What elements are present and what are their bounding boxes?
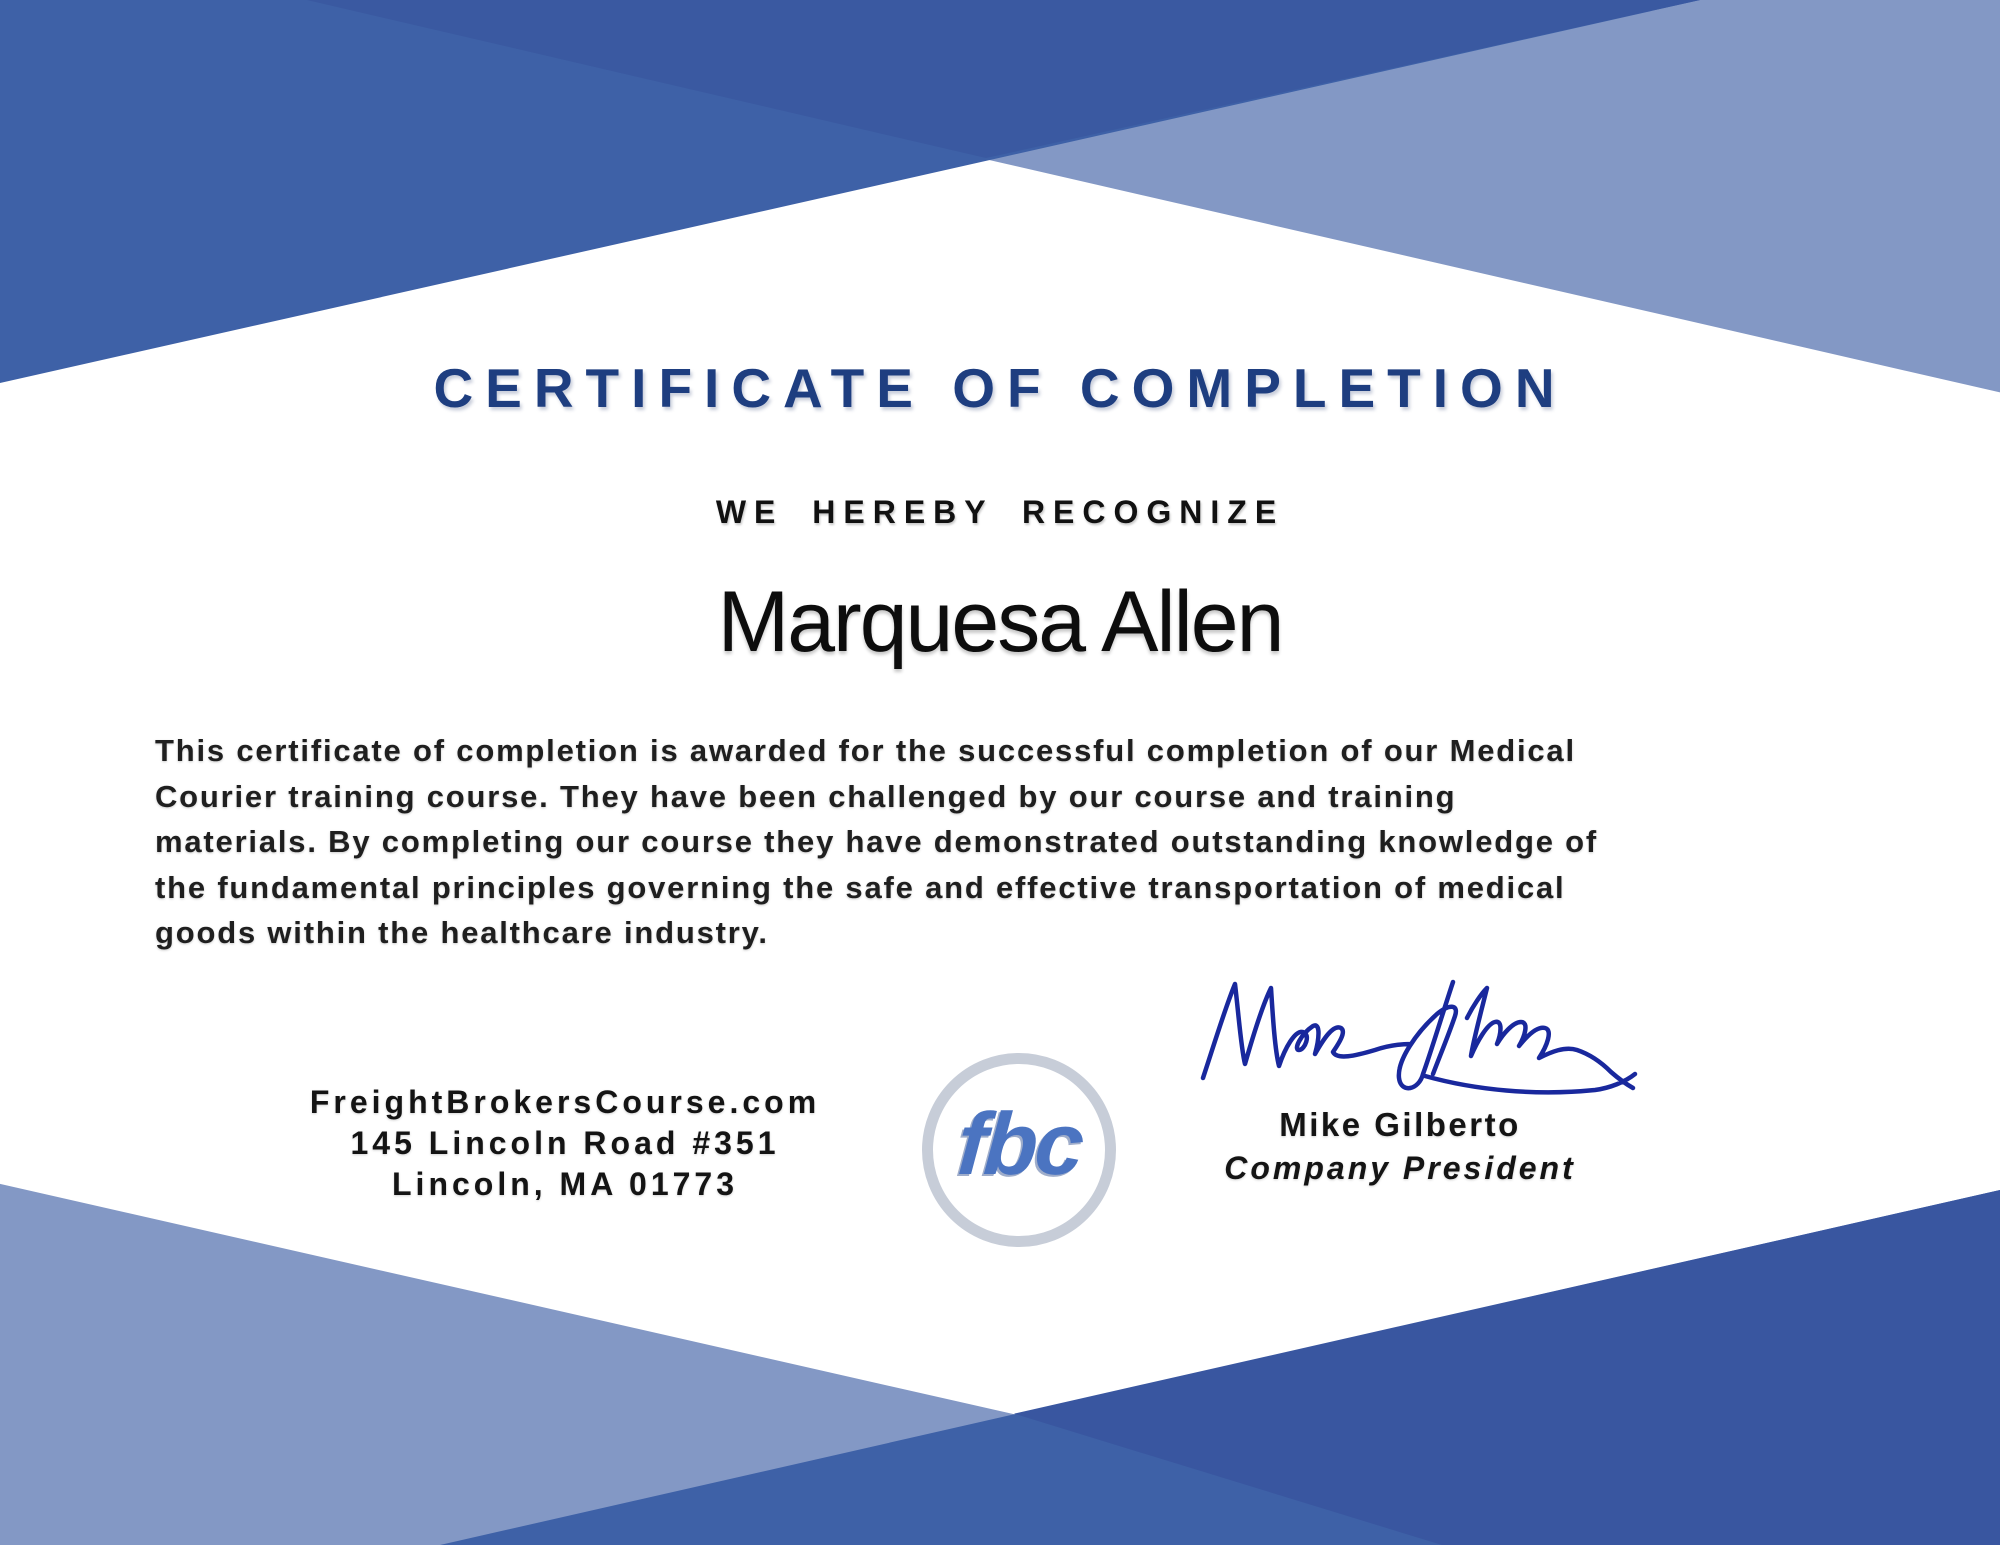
signer-title: Company President xyxy=(1224,1150,1576,1186)
issuer-website: FreightBrokersCourse.com xyxy=(309,1084,821,1120)
body-text-line: the fundamental principles governing the safe and effective transportation of medical xyxy=(155,869,1566,905)
body-text-line: Courier training course. They have been challenged by our course and training xyxy=(155,778,1457,814)
issuer-address-line2: Lincoln, MA 01773 xyxy=(392,1166,738,1202)
body-text-line: materials. By completing our course they have demonstrated outstanding knowledge of xyxy=(155,824,1599,859)
certificate-subtitle: WE HEREBY RECOGNIZE xyxy=(715,494,1285,530)
body-text-line: goods within the healthcare industry. xyxy=(155,915,769,950)
fbc-logo-text: fbc xyxy=(954,1094,1084,1193)
recipient-name: Marquesa Allen xyxy=(717,574,1283,670)
issuer-address-line1: 145 Lincoln Road #351 xyxy=(350,1125,780,1161)
certificate-title: CERTIFICATE OF COMPLETION xyxy=(433,357,1567,419)
issuer-block xyxy=(265,1082,865,1205)
signature-image xyxy=(1185,960,1645,1105)
fbc-logo xyxy=(922,1053,1116,1247)
signer-name: Mike Gilberto xyxy=(1279,1106,1521,1143)
signature-stroke xyxy=(1203,982,1635,1092)
body-text xyxy=(155,728,1915,956)
body-text-line: This certificate of completion is awarded for the successful completion of our Medical xyxy=(155,733,1576,768)
